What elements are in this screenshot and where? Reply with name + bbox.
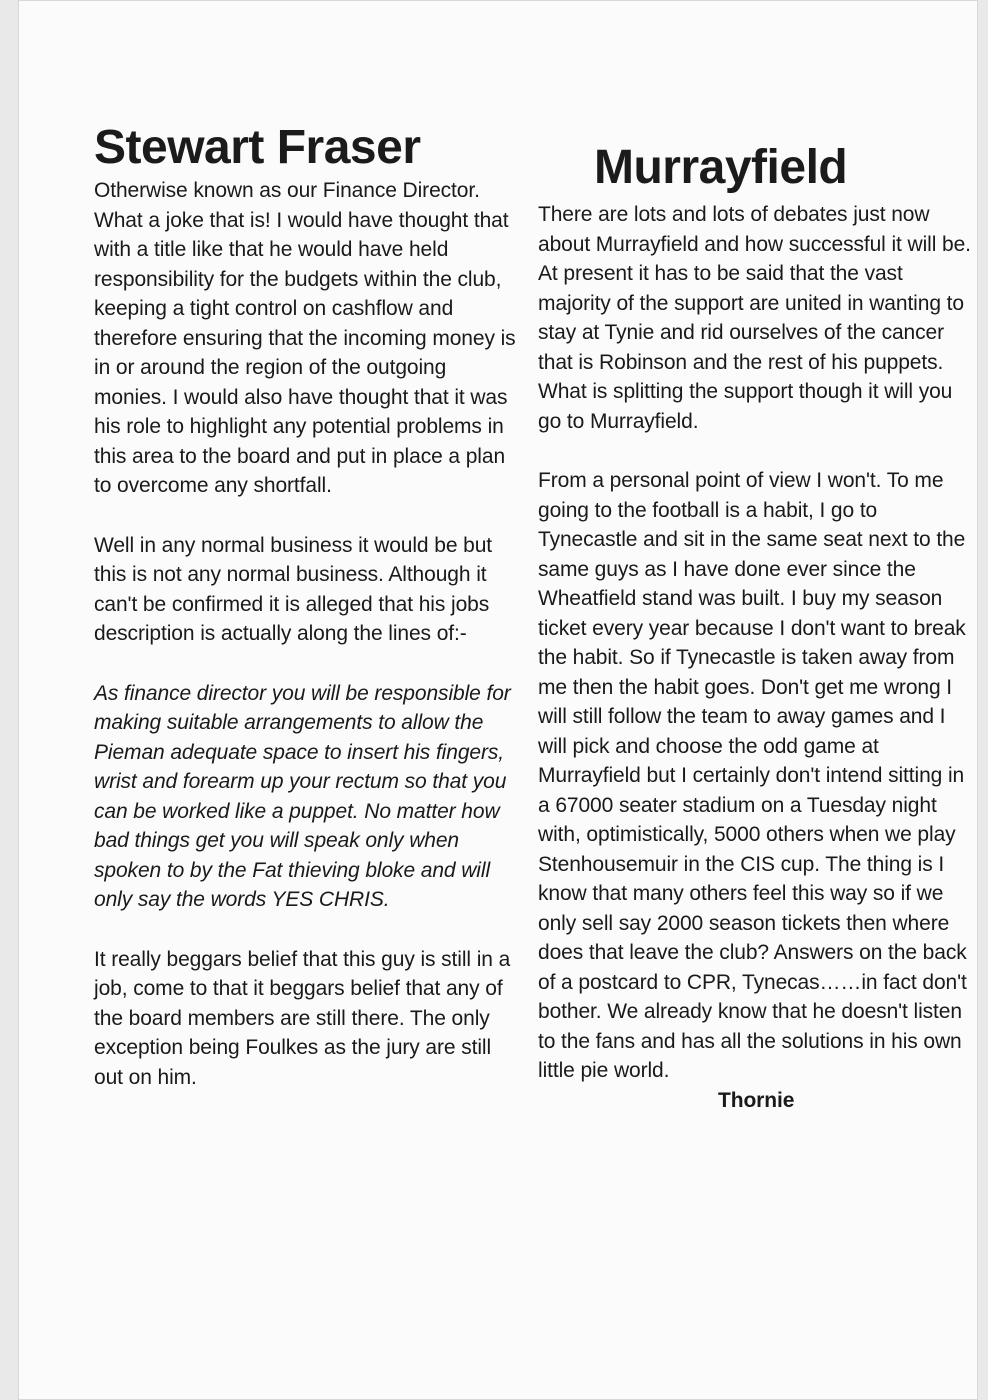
article-paragraph: From a personal point of view I won't. To me going to the football is a habit, I go to Tynecastle and sit in the same seat next to the same guys as I have done ever since the Wheatfield stand was built. I buy my season ticket every year because I don't want to break the habit. So if Tynecastle is taken away from me then the habit goes. Don't get me wrong I will still follow the team to away games and I will pick and choose the odd game at Murrayfield but I certainly don't intend sitting in a 67000 seater stadium on a Tuesday night with, optimistically, 5000 others when we play Stenhousemuir in the CIS cup. The thing is I know that many others feel this way so if we only sell say 2000 season tickets then where does that leave the club? Answers on the back of a postcard to CPR, Tynecas……in fact don't bother. We already know that he doesn't listen to the fans and has all the solutions in his own little pie world. bbox=[538, 469, 967, 1082]
article-paragraph: Well in any normal business it would be but this is not any normal business. Although it can't be confirmed it is alleged that his jobs description is actually along the lines of:- bbox=[94, 533, 493, 645]
article-quote: As finance director you will be responsible for making suitable arrangements to allow the Pieman adequate space to insert his fingers, wrist and forearm up your rectum so that you can be worked like a puppet. No matter how bad things get you will speak only when spoken to by the Fat thieving bloke and will only say the words YES CHRIS. bbox=[94, 681, 511, 911]
article-murrayfield bbox=[538, 140, 978, 1115]
article-paragraph: It really beggars belief that this guy is still in a job, come to that it beggars belief that any of the board members are still there. The only exception being Foulkes as the jury are still out on him. bbox=[94, 947, 511, 1089]
article-paragraph: Otherwise known as our Finance Director. What a joke that is! I would have thought that with a title like that he would have held responsibility for the budgets within the club, keeping a tight control on cashflow and therefore ensuring that the incoming money is in or around the region of the outgoing monies. I would also have thought that it was his role to highlight any potential problems in this area to the board and put in place a plan to overcome any shortfall. bbox=[94, 179, 516, 497]
article-stewart-fraser bbox=[94, 120, 524, 1122]
article-paragraph: There are lots and lots of debates just now about Murrayfield and how successful it will be. At present it has to be said that the vast majority of the support are united in wanting to stay at Tynie and rid ourselves of the cancer that is Robinson and the rest of his puppets. What is splitting the support though it will you go to Murrayfield. bbox=[538, 203, 971, 433]
article-title: Stewart Fraser bbox=[94, 121, 421, 174]
article-title: Murrayfield bbox=[594, 141, 848, 194]
magazine-page bbox=[18, 0, 978, 1400]
show-through-text bbox=[548, 110, 968, 140]
author-signature: Thornie bbox=[718, 1088, 795, 1112]
